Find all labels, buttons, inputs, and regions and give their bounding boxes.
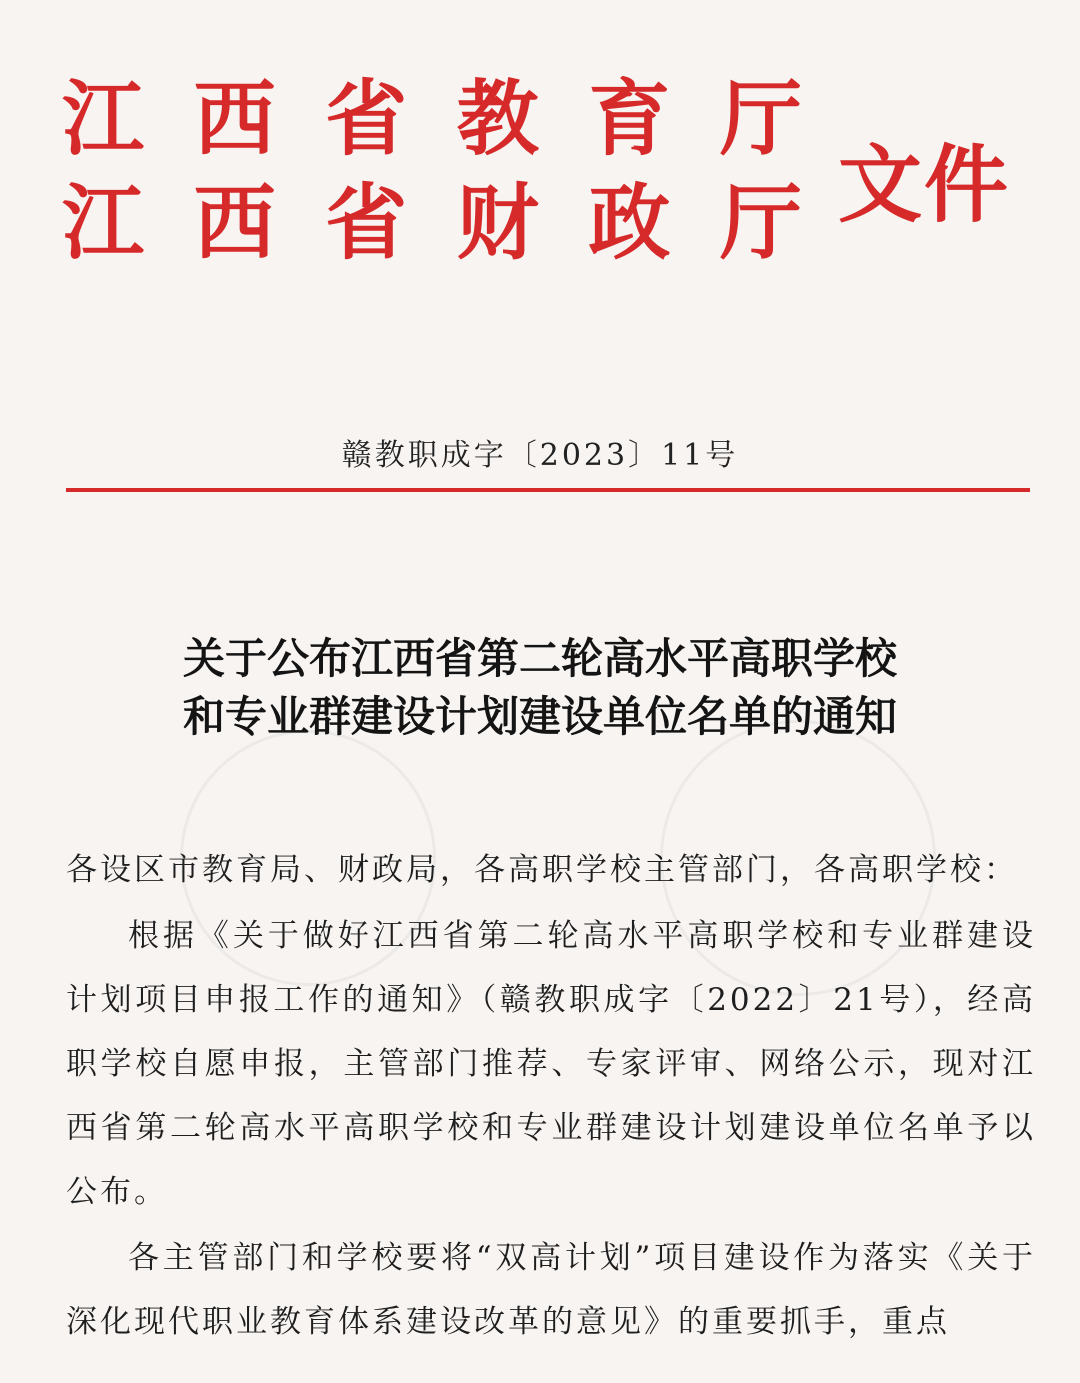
salutation: 各设区市教育局、财政局，各高职学校主管部门，各高职学校：: [66, 852, 1018, 888]
issuer-finance-department: [62, 174, 802, 278]
issuer-block: [62, 70, 822, 278]
document-type-label: 文件: [838, 136, 1011, 234]
issuer-char: 厅: [719, 176, 802, 271]
issuer-char: 江: [62, 72, 145, 167]
issuer-char: 江: [62, 176, 145, 271]
issuer-char: 厅: [719, 72, 802, 167]
issuer-char: 教: [456, 72, 539, 167]
notice-title: [0, 630, 1080, 746]
issuer-char: 省: [325, 72, 408, 167]
notice-title-line: 和专业群建设计划建设单位名单的通知: [182, 692, 897, 741]
document-number: 赣教职成字〔2023〕11号: [341, 438, 739, 473]
body-paragraph: 根据《关于做好江西省第二轮高水平高职学校和专业群建设计划项目申报工作的通知》（赣教职成字〔2022〕21号），经高职学校自愿申报，主管部门推荐、专家评审、网络公示，现对江西省第二轮高水平高职学校和专业群建设计划建设单位名单予以公布。: [66, 918, 1036, 1210]
bleed-through-text: [70, 10, 1080, 54]
issuer-char: 财: [456, 176, 539, 271]
red-divider-line: [66, 488, 1030, 492]
issuer-char: 政: [588, 176, 671, 271]
issuer-char: 西: [193, 176, 276, 271]
body-paragraph: 各主管部门和学校要将“双高计划”项目建设作为落实《关于深化现代职业教育体系建设改革的意见》的重要抓手，重点: [66, 1240, 1036, 1340]
issuer-char: 省: [325, 176, 408, 271]
issuer-char: 西: [193, 72, 276, 167]
issuer-char: 育: [588, 72, 671, 167]
issuer-education-department: [62, 70, 802, 174]
notice-title-line: 关于公布江西省第二轮高水平高职学校: [182, 634, 897, 683]
notice-body: [66, 838, 1036, 1354]
